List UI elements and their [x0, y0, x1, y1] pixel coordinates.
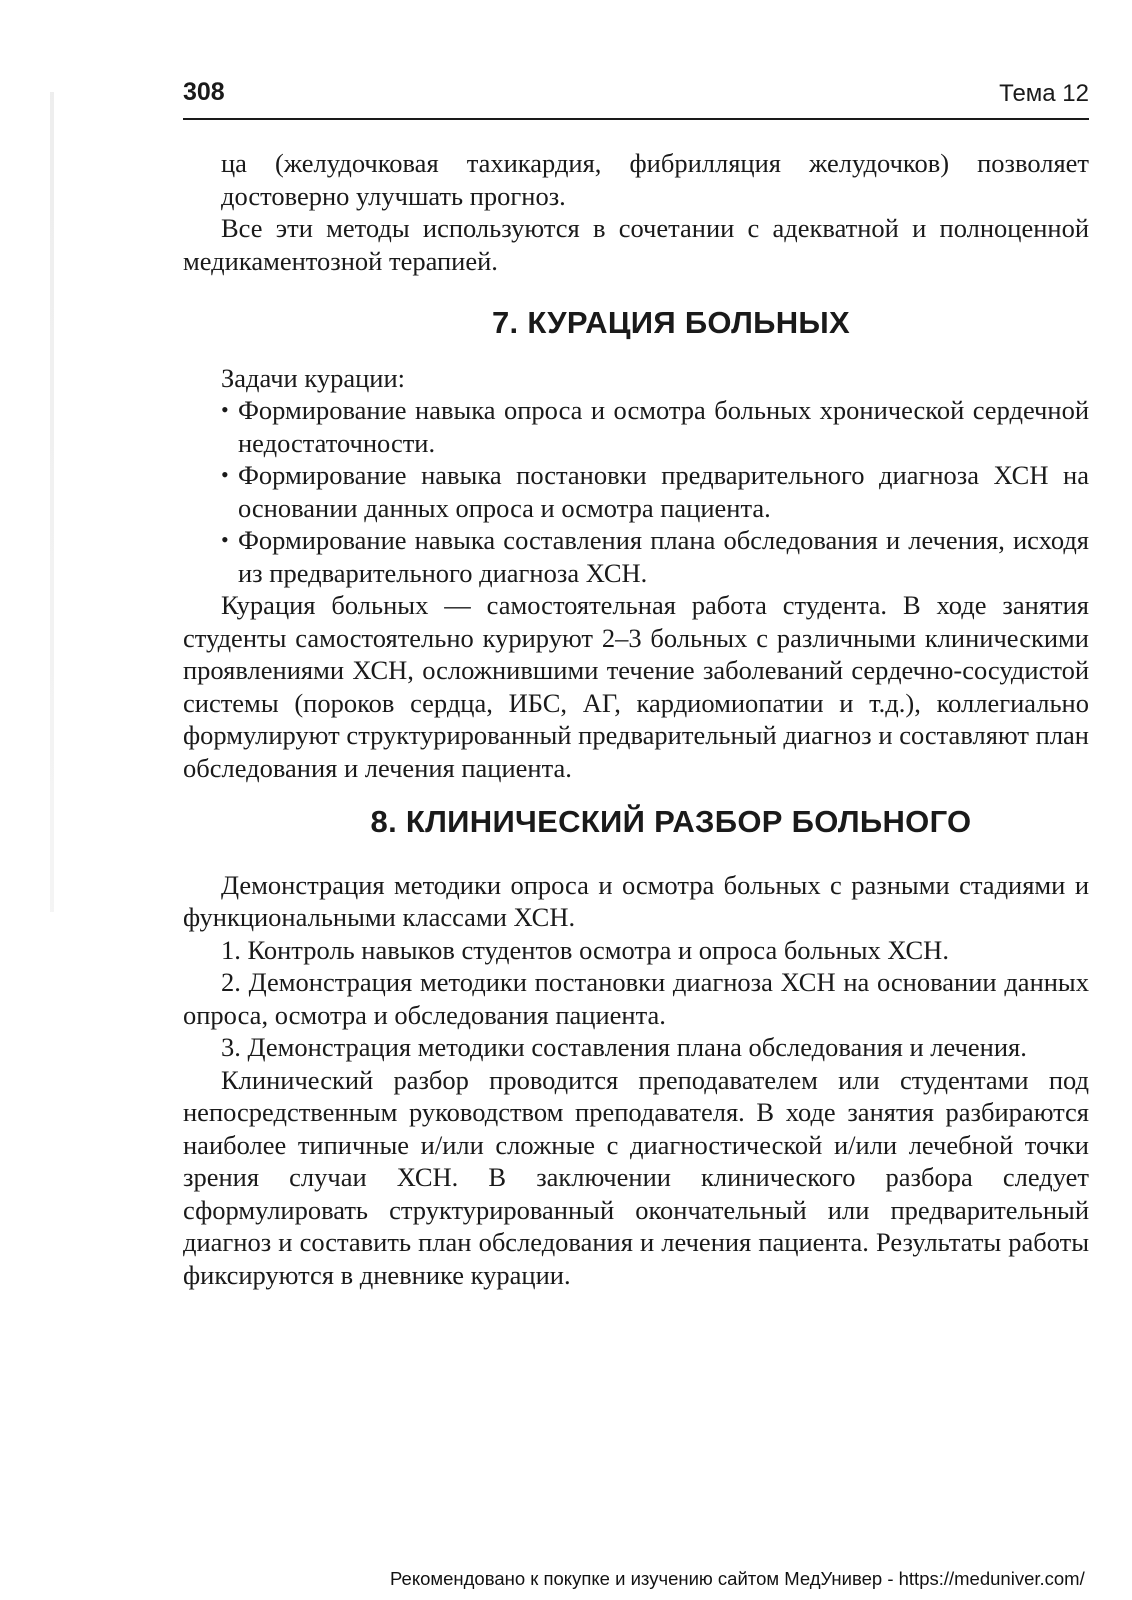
- bullet-icon: •: [221, 462, 229, 487]
- page-number: 308: [183, 78, 225, 106]
- bullet-icon: •: [221, 397, 229, 422]
- running-header: [183, 78, 1089, 120]
- chapter-label: Тема 12: [999, 80, 1089, 107]
- list-item: [183, 524, 1089, 589]
- numbered-item: 2. Демонстрация методики постановки диагноза ХСН на основании данных опроса, осмотра и обследования пациента.: [183, 967, 1089, 1030]
- task-text: Формирование навыка постановки предварительного диагноза ХСН на основании данных опроса и осмотра пациента.: [238, 460, 1089, 523]
- section-7-heading: 7. КУРАЦИЯ БОЛЬНЫХ: [491, 305, 851, 340]
- clinical-review-paragraph: Клинический разбор проводится преподавателем или студентами под непосредственным руководством преподавателя. В ходе занятия разбираются наиболее типичные и/или сложные с диагностической и/или лечебной точки зрения случаи ХСН. В заключении клинического разбора следует сформулировать структурированный окончательный или предварительный диагноз и составить план обследования и лечения пациента. Результаты работы фиксируются в дневнике курации.: [183, 1064, 1089, 1290]
- numbered-item: 1. Контроль навыков студентов осмотра и опроса больных ХСН.: [221, 934, 949, 965]
- demo-intro-paragraph: Демонстрация методики опроса и осмотра больных с разными стадиями и функциональными классами ХСН.: [183, 869, 1089, 932]
- task-text: Формирование навыка опроса и осмотра больных хронической сердечной недостаточности.: [238, 395, 1089, 458]
- numbered-item: 3. Демонстрация методики составления плана обследования и лечения.: [221, 1032, 1027, 1062]
- curation-paragraph: Курация больных — самостоятельная работа студента. В ходе занятия студенты самостоятельно курируют 2–3 больных с различными клиническими проявлениями ХСН, осложнившими течение заболеваний сердечно-сосудистой системы (пороков сердца, ИБС, АГ, кардиомиопатии и т.д.), коллегиально формулируют структурированный предварительный диагноз и составляют план обследования и лечения пациента.: [183, 590, 1089, 783]
- continuation-paragraph: ца (желудочковая тахикардия, фибрилляция желудочков) позволяет достоверно улучшать прогноз.: [221, 148, 1089, 211]
- tasks-label: Задачи курации:: [221, 362, 406, 393]
- page-body: [183, 147, 1089, 1291]
- task-text: Формирование навыка составления плана обследования и лечения, исходя из предварительного диагноза ХСН.: [238, 525, 1089, 588]
- bullet-icon: •: [221, 527, 229, 552]
- list-item: [183, 459, 1089, 524]
- methods-paragraph: Все эти методы используются в сочетании с адекватной и полноценной медикаментозной терапией.: [183, 213, 1089, 276]
- footer-recommendation: Рекомендовано к покупке и изучению сайтом МедУнивер - https://meduniver.com/: [390, 1568, 1085, 1589]
- page-spine-shadow: [50, 92, 54, 912]
- tasks-list: [183, 394, 1089, 589]
- section-8-heading: 8. КЛИНИЧЕСКИЙ РАЗБОР БОЛЬНОГО: [370, 804, 972, 839]
- list-item: [183, 394, 1089, 459]
